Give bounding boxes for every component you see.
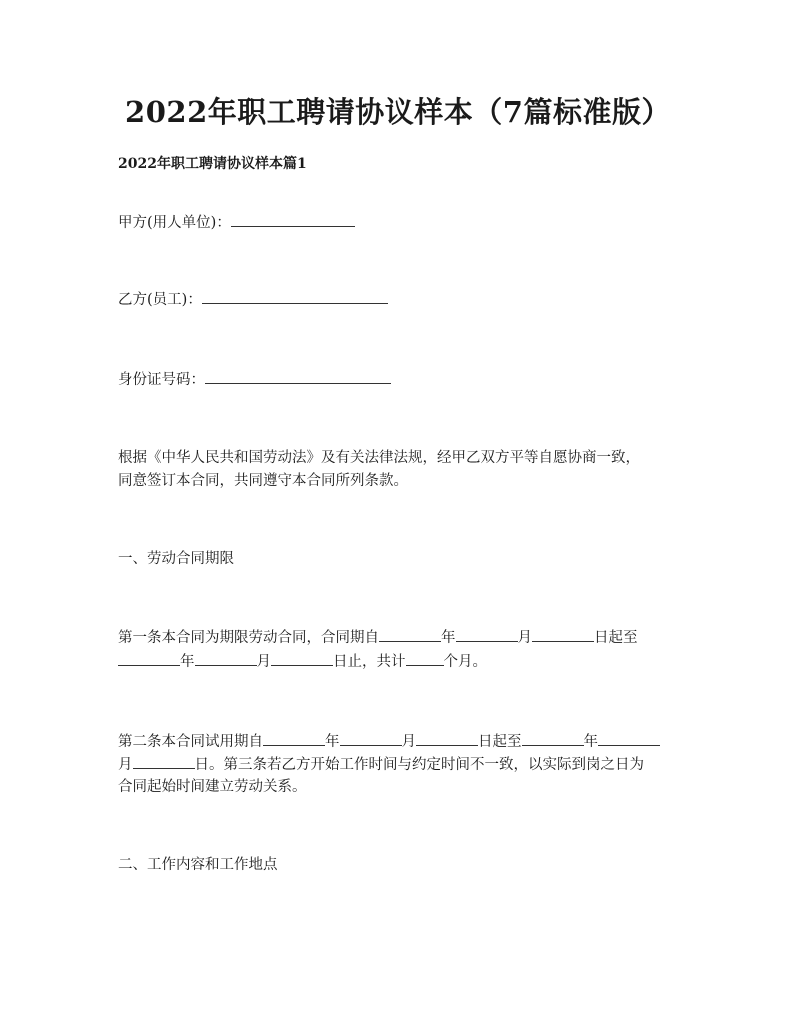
preamble-line-1: 根据《中华人民共和国劳动法》及有关法律法规，经甲乙双方平等自愿协商一致， (118, 450, 640, 466)
day-from-label: 日起至 (478, 734, 522, 750)
start-year-blank[interactable] (379, 625, 441, 642)
start-month-blank[interactable] (456, 625, 518, 642)
article-1-text: 第一条本合同为期限劳动合同，合同期自 (118, 630, 379, 646)
month-label: 月 (118, 757, 133, 773)
article-3-text: 日。第三条若乙方开始工作时间与约定时间不一致，以实际到岗之日为 (194, 757, 644, 773)
party-a-line (118, 210, 355, 235)
article-2-text: 第二条本合同试用期自 (118, 734, 263, 750)
article-2-line-2 (118, 752, 644, 777)
trial-end-year-blank[interactable] (522, 729, 584, 746)
id-number-blank[interactable] (205, 367, 391, 384)
party-b-line (118, 287, 388, 312)
party-b-blank[interactable] (202, 287, 388, 304)
trial-end-month-blank-part[interactable] (598, 729, 660, 746)
trial-start-month-blank[interactable] (340, 729, 402, 746)
month-label: 月 (256, 654, 271, 670)
party-a-blank[interactable] (231, 210, 355, 227)
end-month-blank[interactable] (195, 649, 257, 666)
year-label: 年 (441, 630, 456, 646)
article-2-line-3: 合同起始时间建立劳动关系。 (118, 779, 307, 795)
trial-start-day-blank[interactable] (416, 729, 478, 746)
preamble-line-2: 同意签订本合同，共同遵守本合同所列条款。 (118, 473, 408, 489)
party-b-label: 乙方(员工)： (118, 292, 202, 308)
end-day-blank[interactable] (271, 649, 333, 666)
day-from-label: 日起至 (594, 630, 638, 646)
section-2-heading: 二、工作内容和工作地点 (118, 857, 278, 873)
year-label: 年 (180, 654, 195, 670)
trial-end-day-blank[interactable] (133, 752, 195, 769)
total-months-blank[interactable] (406, 649, 444, 666)
months-label: 个月。 (443, 654, 487, 670)
month-label: 月 (517, 630, 532, 646)
start-day-blank[interactable] (532, 625, 594, 642)
article-2-line-1 (118, 729, 660, 754)
year-label: 年 (325, 734, 340, 750)
day-to-label: 日止，共计 (333, 654, 406, 670)
trial-start-year-blank[interactable] (263, 729, 325, 746)
month-label: 月 (401, 734, 416, 750)
party-a-label: 甲方(用人单位)： (118, 215, 231, 231)
article-1-line-1 (118, 625, 638, 650)
year-label: 年 (583, 734, 598, 750)
document-subtitle: 2022年职工聘请协议样本篇1 (118, 156, 307, 172)
document-title: 2022年职工聘请协议样本（7篇标准版） (125, 95, 671, 129)
id-number-label: 身份证号码： (118, 372, 205, 388)
end-year-blank[interactable] (118, 649, 180, 666)
id-number-line (118, 367, 391, 392)
section-1-heading: 一、劳动合同期限 (118, 551, 234, 567)
article-1-line-2 (118, 649, 487, 674)
